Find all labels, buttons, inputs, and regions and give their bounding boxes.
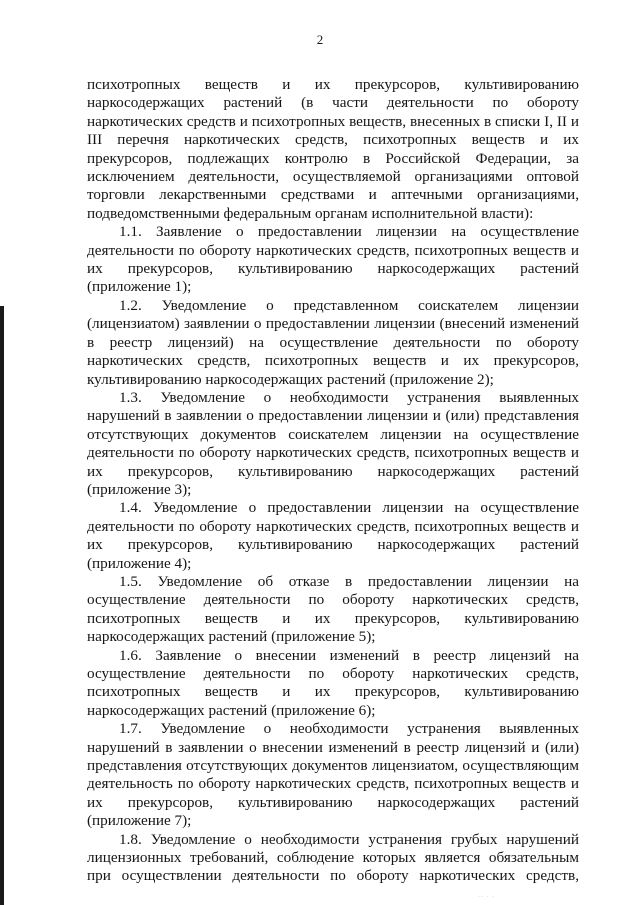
item-1-2: 1.2. Уведомление о представленном соискателем лицензии (лицензиатом) заявлении о предоставлении лицензии (внесений изменений в реестр лицензий) на осуществление деятельности по обороту наркотических средств, психотропных веществ и их прекурсоров, культивированию наркосодержащих растений (приложение 2); xyxy=(87,296,579,388)
scan-edge-shadow xyxy=(0,306,4,905)
scan-noise-mark: ·· · · xyxy=(478,896,495,899)
page-number: 2 xyxy=(316,32,324,47)
item-1-7: 1.7. Уведомление о необходимости устранения выявленных нарушений в заявлении о внесении изменений в реестр лицензий и (или) представления отсутствующих документов лицензиатом, осуществляющим деятельность по обороту наркотических средств, психотропных веществ и их прекурсоров, культивированию наркосодержащих растений (приложение 7); xyxy=(87,720,579,830)
item-1-3: 1.3. Уведомление о необходимости устранения выявленных нарушений в заявлении о предоставлении лицензии и (или) представления отсутствующих документов соискателем лицензии на осуществление деятельности по обороту наркотических средств, психотропных веществ и их прекурсоров, культивированию наркосодержащих растений (приложение 3); xyxy=(87,388,579,498)
item-1-1: 1.1. Заявление о предоставлении лицензии на осуществление деятельности по обороту наркотических средств, психотропных веществ и их прекурсоров, культивированию наркосодержащих растений (приложение 1); xyxy=(87,223,579,296)
item-1-8: 1.8. Уведомление о необходимости устранения грубых нарушений лицензионных требований, соблюдение которых является обязательным при осуществлении деятельности по обороту наркотических средств, xyxy=(87,830,579,885)
item-1-5: 1.5. Уведомление об отказе в предоставлении лицензии на осуществление деятельности по обороту наркотических средств, психотропных веществ и их прекурсоров, культивированию наркосодержащих растений (приложение 5); xyxy=(87,572,579,646)
item-1-6: 1.6. Заявление о внесении изменений в реестр лицензий на осуществление деятельности по обороту наркотических средств, психотропных веществ и их прекурсоров, культивированию наркосодержащих растений (приложение 6); xyxy=(87,646,579,719)
item-1-4: 1.4. Уведомление о предоставлении лицензии на осуществление деятельности по обороту наркотических средств, психотропных веществ и их прекурсоров, культивированию наркосодержащих растений (приложение 4); xyxy=(87,499,579,572)
document-body xyxy=(87,76,579,886)
intro-paragraph: психотропных веществ и их прекурсоров, культивированию наркосодержащих растений (в части деятельности по обороту наркотических средств и психотропных веществ, внесенных в списки I, II и III перечня наркотических средств, психотропных веществ и их прекурсоров, подлежащих контролю в Российской Федерации, за исключением деятельности, осуществляемой организациями оптовой торговли лекарственными средствами и аптечными организациями, подведомственными федеральным органам исполнительной власти): xyxy=(87,76,579,222)
